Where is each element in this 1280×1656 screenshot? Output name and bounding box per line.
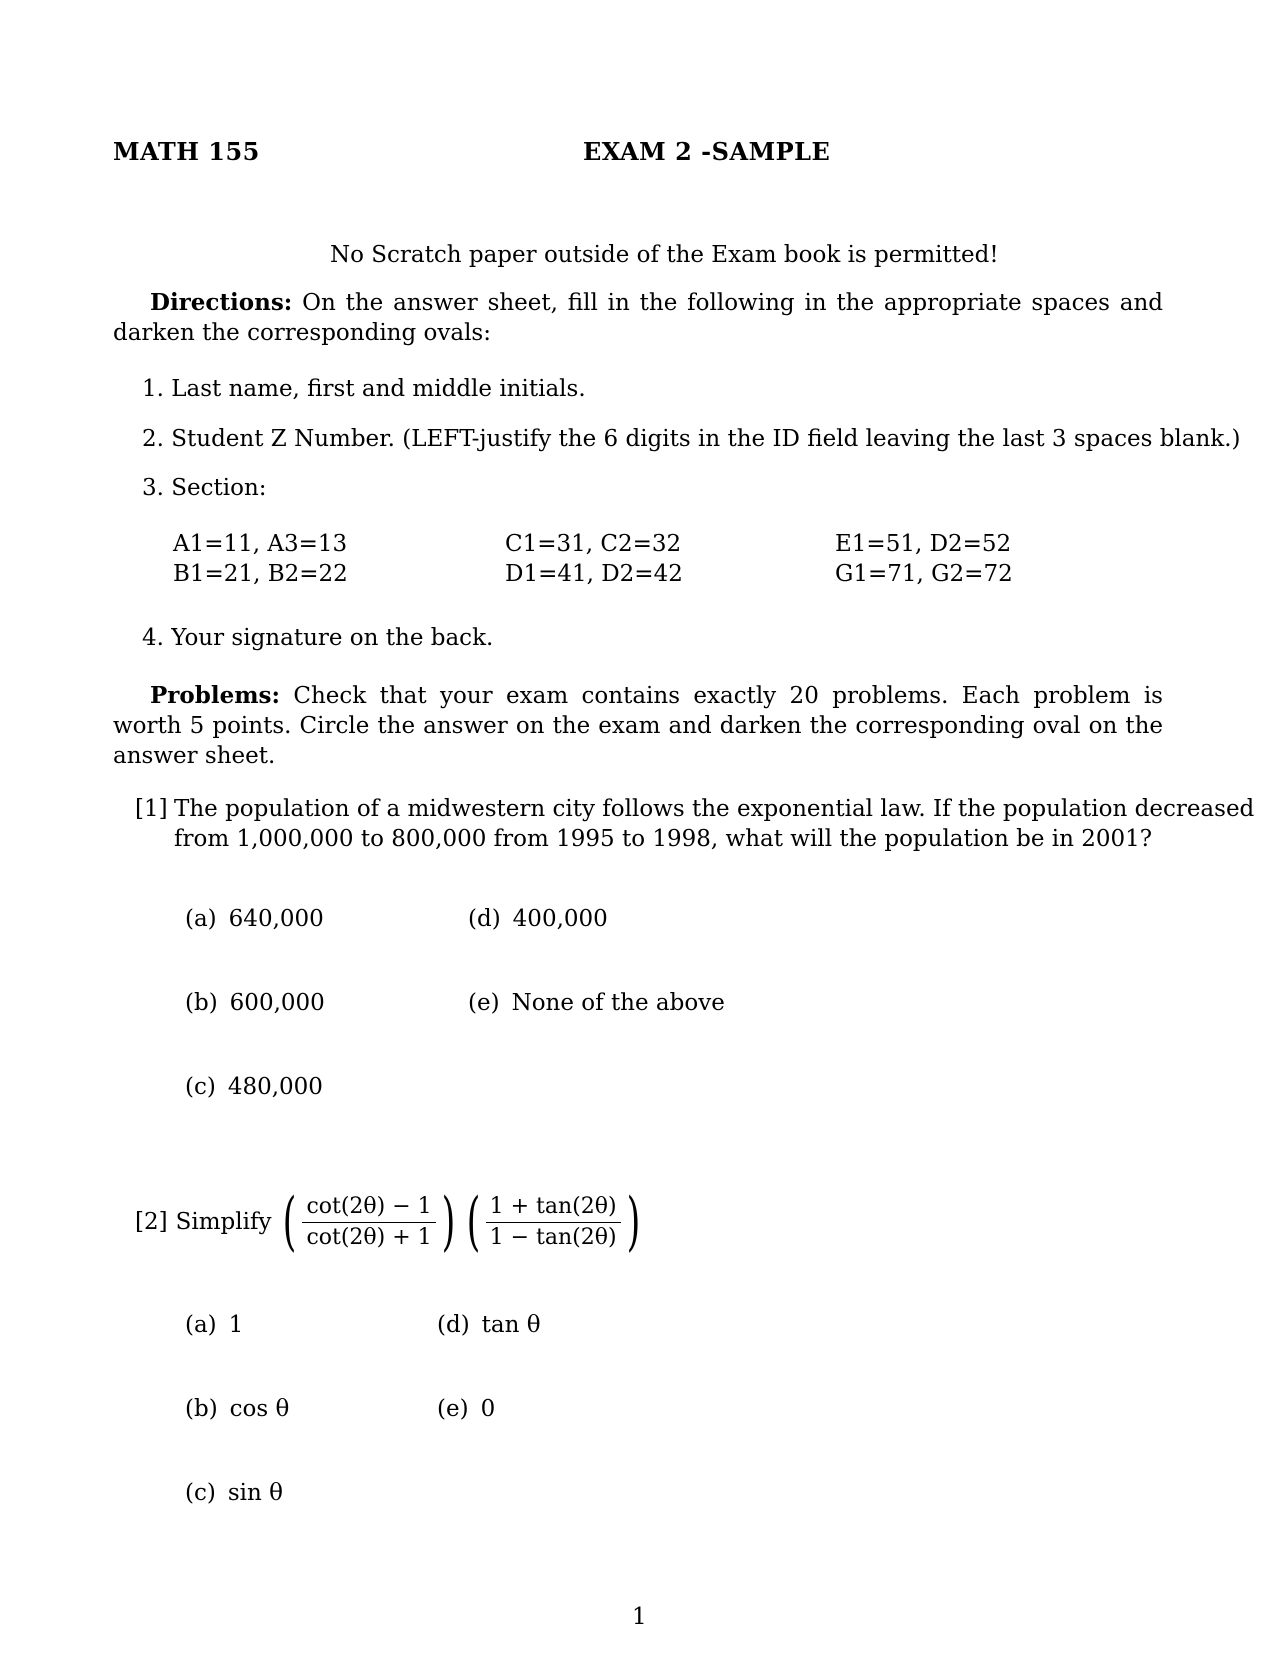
- step-4-text: Your signature on the back.: [171, 625, 494, 651]
- section-code: E1=51, D2=52: [835, 531, 1012, 557]
- q2-choice-e[interactable]: [437, 1396, 495, 1422]
- question-2-number: [2]: [135, 1209, 168, 1235]
- q2-choice-d[interactable]: [437, 1312, 541, 1338]
- choice-value: cos θ: [229, 1396, 290, 1422]
- right-paren: ): [626, 1185, 640, 1259]
- choice-value: 600,000: [229, 990, 325, 1016]
- section-column-1: [173, 529, 348, 589]
- choice-value: tan θ: [481, 1312, 541, 1338]
- question-2-text: Simplify: [175, 1209, 272, 1235]
- q2-choice-b[interactable]: [185, 1396, 289, 1422]
- step-2: [142, 424, 1241, 454]
- step-1-number: 1.: [142, 376, 164, 402]
- choice-value: sin θ: [227, 1480, 283, 1506]
- question-1-text-line-2: from 1,000,000 to 800,000 from 1995 to 1998, what will the population be in 2001?: [174, 826, 1153, 852]
- step-3: [142, 473, 267, 503]
- directions-text: On the answer sheet, fill in the following in the appropriate spaces and darken the corresponding ovals:: [113, 290, 1163, 346]
- q2-choice-a[interactable]: [185, 1312, 243, 1338]
- q1-choice-b[interactable]: [185, 990, 325, 1016]
- fraction-2-denominator: 1 − tan(2θ): [489, 1224, 617, 1250]
- section-code: D1=41, D2=42: [505, 561, 683, 587]
- choice-label: (c): [185, 1480, 216, 1506]
- left-paren: (: [283, 1185, 297, 1259]
- directions-paragraph: [113, 288, 1163, 348]
- directions-label: Directions:: [150, 289, 293, 316]
- choice-label: (a): [185, 906, 217, 932]
- choice-value: 480,000: [227, 1074, 323, 1100]
- choice-label: (c): [185, 1074, 216, 1100]
- fraction-2: [486, 1192, 621, 1253]
- fraction-2-numerator: 1 + tan(2θ): [486, 1192, 621, 1223]
- fraction-1: [302, 1192, 435, 1253]
- step-3-text: Section:: [171, 475, 267, 501]
- choice-value: None of the above: [511, 990, 725, 1016]
- exam-title: EXAM 2 -SAMPLE: [583, 137, 831, 166]
- q1-choice-e[interactable]: [468, 990, 725, 1016]
- problems-label: Problems:: [150, 682, 280, 709]
- section-column-2: [505, 529, 683, 589]
- problems-text: Check that your exam contains exactly 20 problems. Each problem is worth 5 points. Circle the answer on the exam and darken the corresponding oval on the answer sheet.: [113, 683, 1163, 769]
- step-4: [142, 623, 493, 653]
- choice-label: (e): [437, 1396, 469, 1422]
- choice-value: 1: [228, 1312, 244, 1338]
- step-2-text: Student Z Number. (LEFT-justify the 6 digits in the ID field leaving the last 3 spaces blank.): [171, 426, 1241, 452]
- choice-value: 400,000: [512, 906, 608, 932]
- scratch-paper-notice: No Scratch paper outside of the Exam book is permitted!: [330, 242, 999, 268]
- question-1-text-line-1: The population of a midwestern city follows the exponential law. If the population decreased: [174, 796, 1255, 822]
- step-1: [142, 374, 586, 404]
- choice-label: (a): [185, 1312, 217, 1338]
- section-column-3: [835, 529, 1013, 589]
- step-2-number: 2.: [142, 426, 164, 452]
- question-2: [135, 1182, 646, 1262]
- section-code: G1=71, G2=72: [835, 561, 1013, 587]
- fraction-1-denominator: cot(2θ) + 1: [306, 1224, 432, 1250]
- q1-choice-c[interactable]: [185, 1074, 323, 1100]
- step-3-number: 3.: [142, 475, 164, 501]
- choice-label: (d): [437, 1312, 470, 1338]
- course-title: MATH 155: [113, 137, 260, 166]
- choice-label: (e): [468, 990, 500, 1016]
- q2-choice-c[interactable]: [185, 1480, 283, 1506]
- section-code: C1=31, C2=32: [505, 531, 682, 557]
- q1-choice-a[interactable]: [185, 906, 324, 932]
- fraction-1-numerator: cot(2θ) − 1: [302, 1192, 435, 1223]
- section-code: B1=21, B2=22: [173, 561, 348, 587]
- choice-value: 0: [480, 1396, 496, 1422]
- choice-value: 640,000: [228, 906, 324, 932]
- choice-label: (b): [185, 990, 218, 1016]
- left-paren: (: [466, 1185, 480, 1259]
- problems-paragraph: [113, 681, 1163, 771]
- step-1-text: Last name, first and middle initials.: [171, 376, 586, 402]
- question-1-number: [1]: [135, 796, 168, 822]
- right-paren: ): [441, 1185, 456, 1259]
- q1-choice-d[interactable]: [468, 906, 608, 932]
- page-number: 1: [632, 1604, 647, 1630]
- choice-label: (d): [468, 906, 501, 932]
- step-4-number: 4.: [142, 625, 164, 651]
- choice-label: (b): [185, 1396, 218, 1422]
- section-code: A1=11, A3=13: [173, 531, 348, 557]
